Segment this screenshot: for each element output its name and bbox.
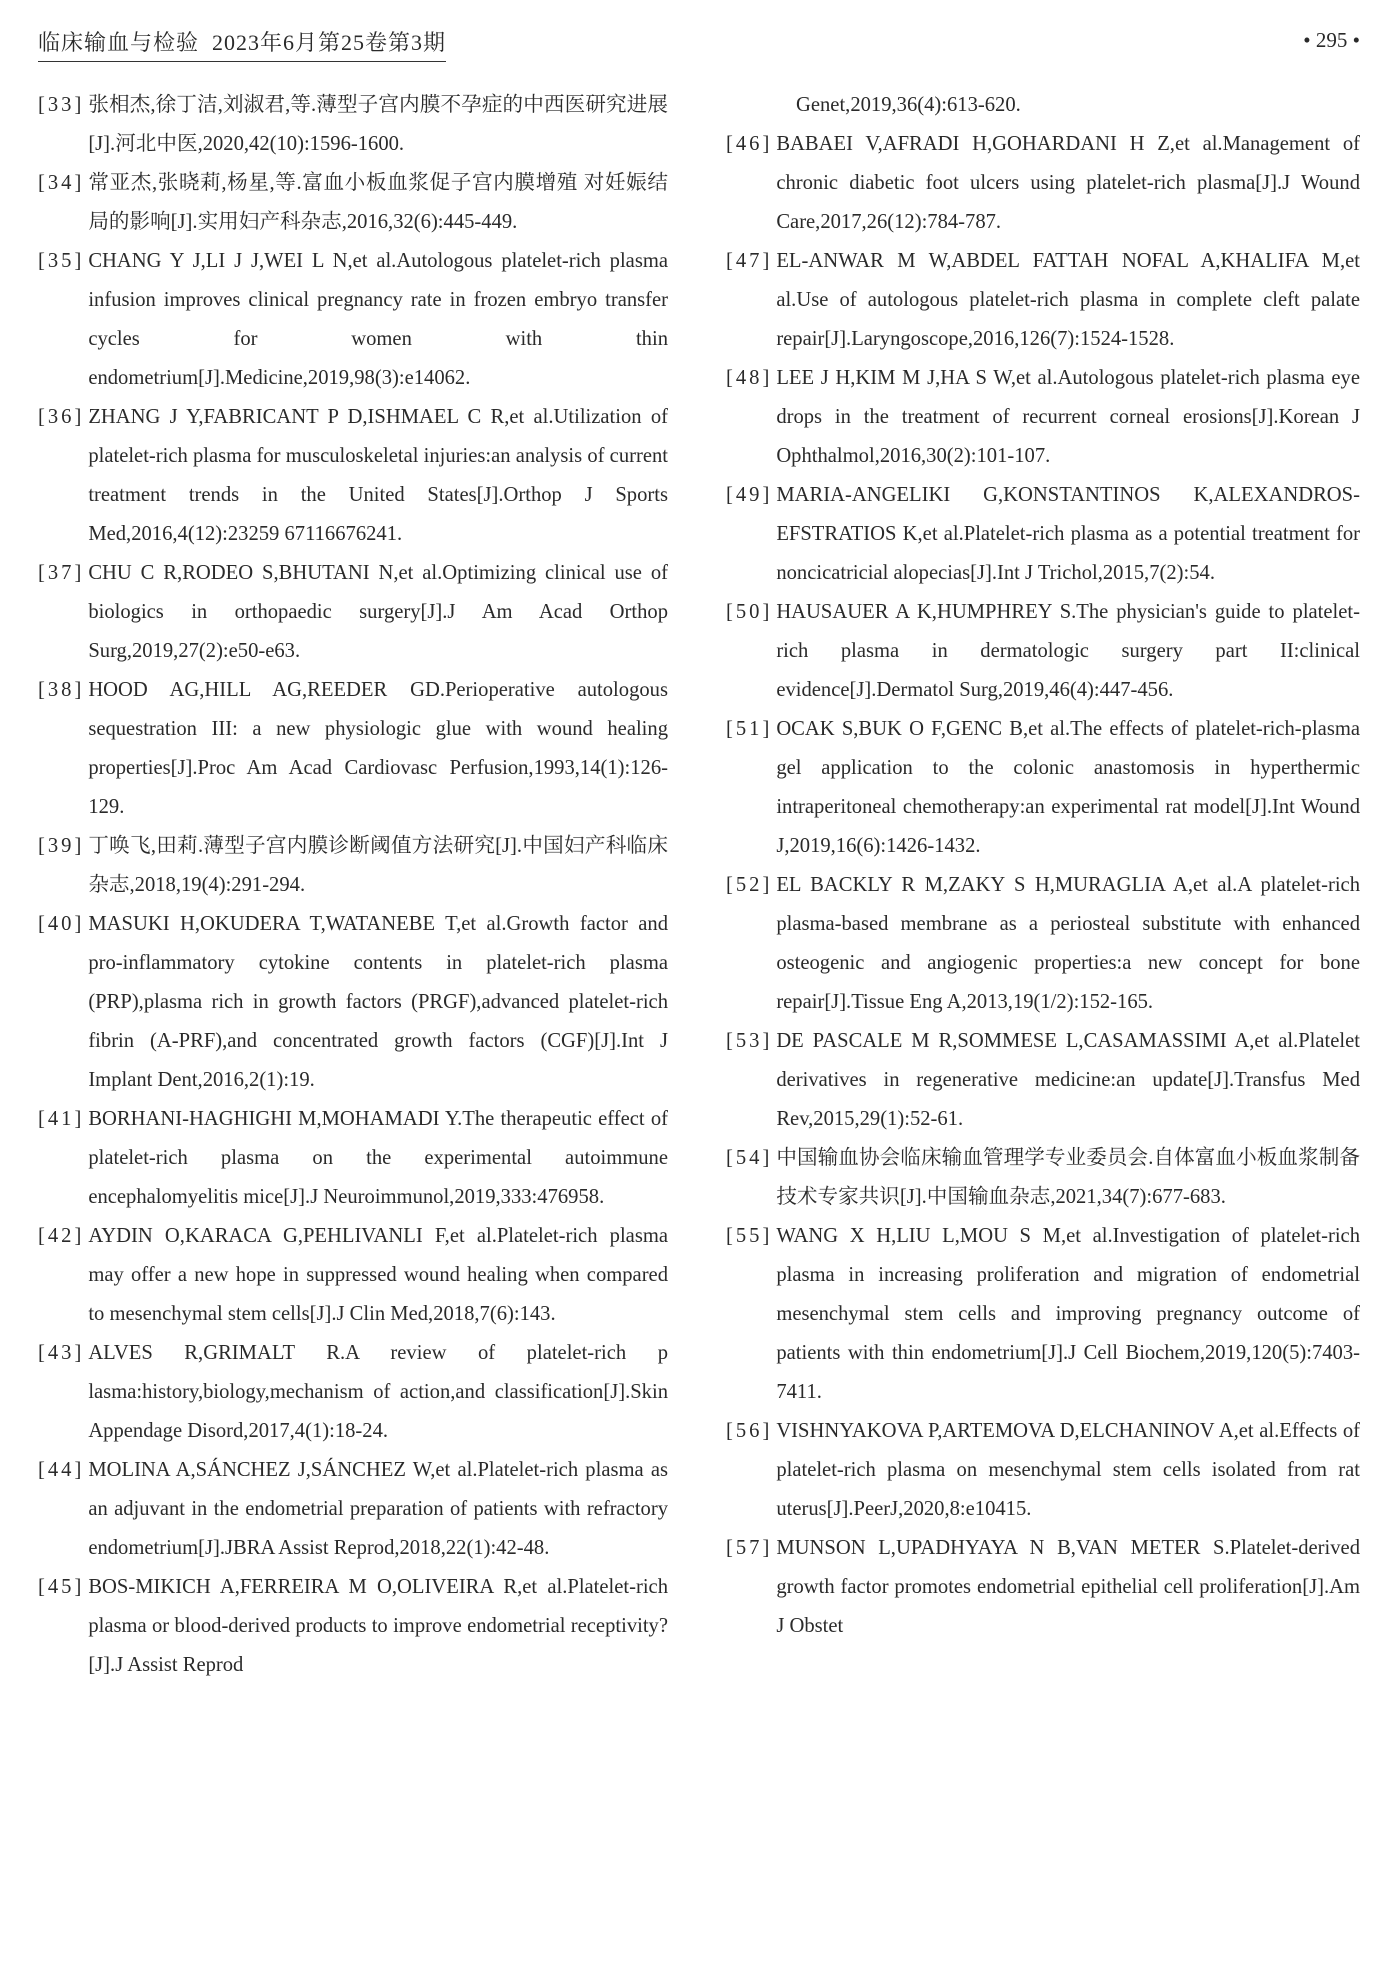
reference-number: [37]	[38, 562, 85, 584]
reference-text: BORHANI-HAGHIGHI M,MOHAMADI Y.The therapeutic effect of platelet-rich plasma on the experimental autoimmune encephalomyelitis mice[J].J Neuroimmunol,2019,333:476958.	[88, 1108, 668, 1208]
reference-number: [51]	[726, 718, 773, 740]
reference-text: MUNSON L,UPADHYAYA N B,VAN METER S.Platelet-derived growth factor promotes endometrial epithelial cell proliferation[J].Am J Obstet	[776, 1537, 1360, 1637]
reference-number: [50]	[726, 601, 773, 623]
reference-item	[38, 86, 668, 164]
reference-number: [38]	[38, 679, 85, 701]
reference-number: [48]	[726, 367, 773, 389]
reference-text: 常亚杰,张晓莉,杨星,等.富血小板血浆促子宫内膜增殖 对妊娠结局的影响[J].实用妇产科杂志,2016,32(6):445-449.	[88, 172, 668, 233]
reference-text: CHANG Y J,LI J J,WEI L N,et al.Autologous platelet-rich plasma infusion improves clinical pregnancy rate in frozen embryo transfer cycles for women with thin endometrium[J].Medicine,2019,98(3):e14062.	[88, 250, 668, 389]
reference-item	[726, 866, 1360, 1022]
reference-item	[38, 1100, 668, 1217]
reference-text: EL-ANWAR M W,ABDEL FATTAH NOFAL A,KHALIFA M,et al.Use of autologous platelet-rich plasma in complete cleft palate repair[J].Laryngoscope,2016,126(7):1524-1528.	[776, 250, 1360, 350]
reference-number: [33]	[38, 94, 85, 116]
reference-item	[726, 1529, 1360, 1646]
reference-text: 丁唤飞,田莉.薄型子宫内膜诊断阈值方法研究[J].中国妇产科临床杂志,2018,19(4):291-294.	[88, 835, 668, 896]
reference-text: BOS-MIKICH A,FERREIRA M O,OLIVEIRA R,et al.Platelet-rich plasma or blood-derived products to improve endometrial receptivity?[J].J Assist Reprod	[88, 1576, 668, 1676]
journal-header	[38, 26, 446, 62]
reference-column-left	[38, 86, 668, 1685]
reference-item	[38, 164, 668, 242]
reference-item	[38, 554, 668, 671]
reference-text: WANG X H,LIU L,MOU S M,et al.Investigation of platelet-rich plasma in increasing proliferation and migration of endometrial mesenchymal stem cells and improving pregnancy outcome of patients with thin endometrium[J].J Cell Biochem,2019,120(5):7403-7411.	[776, 1225, 1360, 1403]
issue-info: 2023年6月第25卷第3期	[212, 30, 447, 55]
reference-text: OCAK S,BUK O F,GENC B,et al.The effects of platelet-rich-plasma gel application to the colonic anastomosis in hyperthermic intraperitoneal chemotherapy:an experimental rat model[J].Int Wound J,2019,16(6):1426-1432.	[776, 718, 1360, 857]
reference-number: [46]	[726, 133, 773, 155]
reference-number: [47]	[726, 250, 773, 272]
reference-number: [35]	[38, 250, 85, 272]
reference-column-right	[726, 86, 1360, 1646]
reference-text: ALVES R,GRIMALT R.A review of platelet-rich p lasma:history,biology,mechanism of action,and classification[J].Skin Appendage Disord,2017,4(1):18-24.	[88, 1342, 668, 1442]
reference-item	[38, 1334, 668, 1451]
reference-item	[726, 242, 1360, 359]
reference-number: [34]	[38, 172, 85, 194]
reference-text: CHU C R,RODEO S,BHUTANI N,et al.Optimizing clinical use of biologics in orthopaedic surgery[J].J Am Acad Orthop Surg,2019,27(2):e50-e63.	[88, 562, 668, 662]
reference-continuation: Genet,2019,36(4):613-620.	[796, 94, 1021, 116]
reference-text: 张相杰,徐丁洁,刘淑君,等.薄型子宫内膜不孕症的中西医研究进展[J].河北中医,2020,42(10):1596-1600.	[88, 94, 668, 155]
running-header	[38, 26, 1360, 58]
journal-name: 临床输血与检验	[38, 30, 200, 55]
reference-item	[726, 710, 1360, 866]
reference-text: AYDIN O,KARACA G,PEHLIVANLI F,et al.Platelet-rich plasma may offer a new hope in suppressed wound healing when compared to mesenchymal stem cells[J].J Clin Med,2018,7(6):143.	[88, 1225, 668, 1325]
reference-item	[38, 1451, 668, 1568]
reference-number: [53]	[726, 1030, 773, 1052]
reference-item	[38, 398, 668, 554]
reference-item	[38, 671, 668, 827]
reference-number: [39]	[38, 835, 85, 857]
reference-number: [42]	[38, 1225, 85, 1247]
reference-text: BABAEI V,AFRADI H,GOHARDANI H Z,et al.Management of chronic diabetic foot ulcers using platelet-rich plasma[J].J Wound Care,2017,26(12):784-787.	[776, 133, 1360, 233]
reference-item	[726, 1139, 1360, 1217]
reference-number: [49]	[726, 484, 773, 506]
reference-text: ZHANG J Y,FABRICANT P D,ISHMAEL C R,et al.Utilization of platelet-rich plasma for musculoskeletal injuries:an analysis of current treatment trends in the United States[J].Orthop J Sports Med,2016,4(12):23259 67116676241.	[88, 406, 668, 545]
reference-number: [54]	[726, 1147, 773, 1169]
reference-number: [57]	[726, 1537, 773, 1559]
reference-text: MOLINA A,SÁNCHEZ J,SÁNCHEZ W,et al.Platelet-rich plasma as an adjuvant in the endometrial preparation of patients with refractory endometrium[J].JBRA Assist Reprod,2018,22(1):42-48.	[88, 1459, 668, 1559]
reference-text: HAUSAUER A K,HUMPHREY S.The physician's guide to platelet-rich plasma in dermatologic surgery part II:clinical evidence[J].Dermatol Surg,2019,46(4):447-456.	[776, 601, 1360, 701]
reference-text: EL BACKLY R M,ZAKY S H,MURAGLIA A,et al.A platelet-rich plasma-based membrane as a periosteal substitute with enhanced osteogenic and angiogenic properties:a new concept for bone repair[J].Tissue Eng A,2013,19(1/2):152-165.	[776, 874, 1360, 1013]
reference-text: LEE J H,KIM M J,HA S W,et al.Autologous platelet-rich plasma eye drops in the treatment of recurrent corneal erosions[J].Korean J Ophthalmol,2016,30(2):101-107.	[776, 367, 1360, 467]
reference-item	[38, 905, 668, 1100]
reference-item	[38, 1568, 668, 1685]
reference-item	[38, 1217, 668, 1334]
reference-item	[38, 242, 668, 398]
reference-item	[726, 476, 1360, 593]
reference-item	[726, 359, 1360, 476]
reference-text: 中国输血协会临床输血管理学专业委员会.自体富血小板血浆制备技术专家共识[J].中国输血杂志,2021,34(7):677-683.	[776, 1147, 1360, 1208]
reference-number: [36]	[38, 406, 85, 428]
reference-number: [40]	[38, 913, 85, 935]
reference-item	[726, 125, 1360, 242]
reference-number: [56]	[726, 1420, 773, 1442]
reference-item	[726, 1412, 1360, 1529]
reference-number: [44]	[38, 1459, 85, 1481]
reference-number: [55]	[726, 1225, 773, 1247]
reference-number: [45]	[38, 1576, 85, 1598]
reference-number: [43]	[38, 1342, 85, 1364]
reference-number: [41]	[38, 1108, 85, 1130]
reference-item	[726, 593, 1360, 710]
page-number: • 295 •	[1303, 28, 1360, 52]
reference-item	[38, 827, 668, 905]
reference-text: HOOD AG,HILL AG,REEDER GD.Perioperative autologous sequestration III: a new physiologic glue with wound healing properties[J].Proc Am Acad Cardiovasc Perfusion,1993,14(1):126-129.	[88, 679, 668, 818]
reference-text: DE PASCALE M R,SOMMESE L,CASAMASSIMI A,et al.Platelet derivatives in regenerative medicine:an update[J].Transfus Med Rev,2015,29(1):52-61.	[776, 1030, 1360, 1130]
reference-text: VISHNYAKOVA P,ARTEMOVA D,ELCHANINOV A,et al.Effects of platelet-rich plasma on mesenchymal stem cells isolated from rat uterus[J].PeerJ,2020,8:e10415.	[776, 1420, 1360, 1520]
reference-text: MARIA-ANGELIKI G,KONSTANTINOS K,ALEXANDROS-EFSTRATIOS K,et al.Platelet-rich plasma as a potential treatment for noncicatricial alopecias[J].Int J Trichol,2015,7(2):54.	[776, 484, 1360, 584]
reference-item	[726, 1217, 1360, 1412]
reference-item	[726, 1022, 1360, 1139]
reference-number: [52]	[726, 874, 773, 896]
reference-text: MASUKI H,OKUDERA T,WATANEBE T,et al.Growth factor and pro-inflammatory cytokine contents in platelet-rich plasma (PRP),plasma rich in growth factors (PRGF),advanced platelet-rich fibrin (A-PRF),and concentrated growth factors (CGF)[J].Int J Implant Dent,2016,2(1):19.	[88, 913, 668, 1091]
